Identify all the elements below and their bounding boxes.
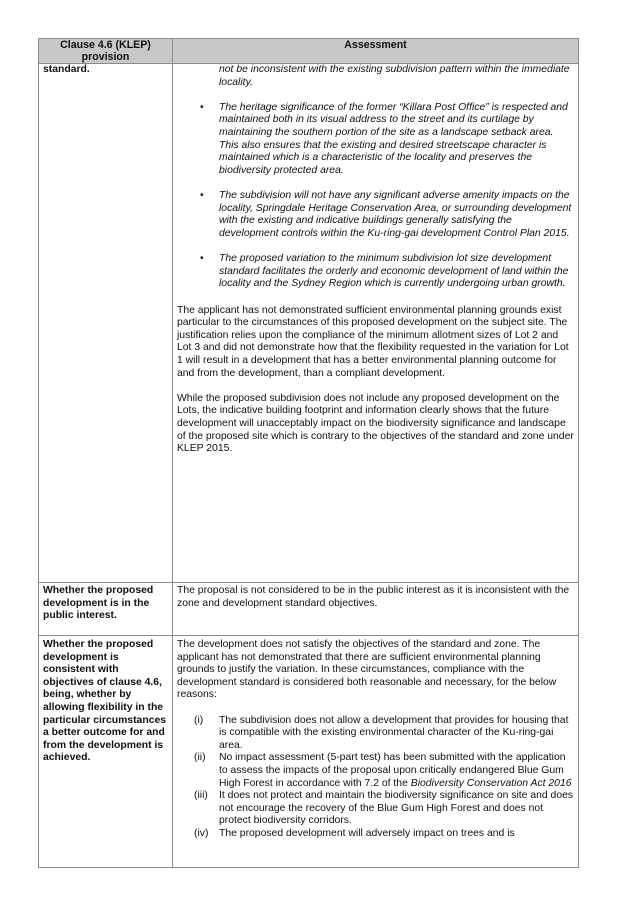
assessment-cell <box>173 64 579 583</box>
assessment-cell <box>173 636 579 868</box>
paragraph: The applicant has not demonstrated sufficient environmental planning grounds exist particular to the circumstances of this proposed development on the subject site. The justification relies upon the compliance of the minimum allotment sizes of Lot 2 and Lot 3 and did not demonstrate how that the flexibility requested in the variation for Lot 1 will result in a development that has a better environmental planning outcome for and from the development, than a compliant development. <box>177 304 569 379</box>
provision-cell: Whether the proposed development is in the public interest. <box>39 583 173 636</box>
item-text: It does not protect and maintain the biodiversity significance on site and does not encourage the recovery of the Blue Gum High Forest and does not protect biodiversity corridors. <box>219 790 574 827</box>
provision-cell: standard. <box>39 64 173 583</box>
item-text-italic: Biodiversity Conservation Act 2016 <box>410 777 572 789</box>
bullet-list <box>177 102 574 291</box>
list-item: • The proposed variation to the minimum subdivision lot size development standard facilitates the orderly and economic development of land within the locality and the Sydney Region which is currently undergoing urban growth. <box>177 253 574 291</box>
header-assessment: Assessment <box>173 39 579 64</box>
table-row <box>39 583 579 636</box>
item-number: (iii) <box>194 790 208 802</box>
bullet-list <box>177 64 574 89</box>
continuation-text: not be inconsistent with the existing subdivision pattern within the immediate locality. <box>219 64 570 88</box>
item-number: (iv) <box>194 827 209 839</box>
list-item: • The subdivision will not have any significant adverse amenity impacts on the locality, Springdale Heritage Conservation Area, or surrounding development with the existing and indicative buildings generally satisfying the development controls within the Ku-ring-gai development Control Plan 2015. <box>177 190 574 240</box>
list-item <box>177 715 574 753</box>
list-item <box>177 752 574 790</box>
header-provision: Clause 4.6 (KLEP) provision <box>39 39 173 64</box>
list-item-continuation <box>177 64 574 89</box>
list-item: • The heritage significance of the former “Killara Post Office” is respected and maintained both in its visual address to the street and its curtilage by maintaining the southern portion of the site as a landscape setback area. This also ensures that the existing and desired streetscape character is maintained which is a characteristic of the locality and preserves the biodiversity protected area. <box>177 102 574 178</box>
item-text: No impact assessment (5-part test) has been submitted with the application to assess the impacts of the proposal upon critically endangered Blue Gum High Forest in accordance with 7.2 of the <box>219 752 566 789</box>
paragraph: While the proposed subdivision does not include any proposed development on the Lots, the indicative building footprint and information clearly shows that the future development will unacceptably impact on the biodiversity significance and landscape of the proposed site which is contrary to the objectives of the standard and zone under KLEP 2015. <box>177 392 574 455</box>
numbered-list <box>177 715 574 841</box>
item-number: (ii) <box>194 752 206 764</box>
assessment-table <box>38 38 579 868</box>
table-row <box>39 636 579 868</box>
table-header-row <box>39 39 579 64</box>
table-row <box>39 64 579 583</box>
assessment-cell: The proposal is not considered to be in the public interest as it is inconsistent with the zone and development standard objectives. <box>173 583 579 636</box>
provision-cell: Whether the proposed development is consistent with objectives of clause 4.6, being, whether by allowing flexibility in the particular circumstances a better outcome for and from the development is achieved. <box>39 636 173 868</box>
item-text: The subdivision does not allow a development that provides for housing that is compatible with the existing environmental character of the Ku-ring-gai area. <box>219 714 569 751</box>
item-text: The proposed development will adversely impact on trees and is <box>219 827 515 839</box>
paragraph: The development does not satisfy the objectives of the standard and zone. The applicant has not demonstrated that there are sufficient environmental planning grounds to justify the variation. In these circumstances, compliance with the development standard is considered both reasonable and necessary, for the below reasons: <box>177 639 557 701</box>
item-number: (i) <box>194 714 204 726</box>
list-item <box>177 790 574 828</box>
list-item <box>177 828 574 841</box>
